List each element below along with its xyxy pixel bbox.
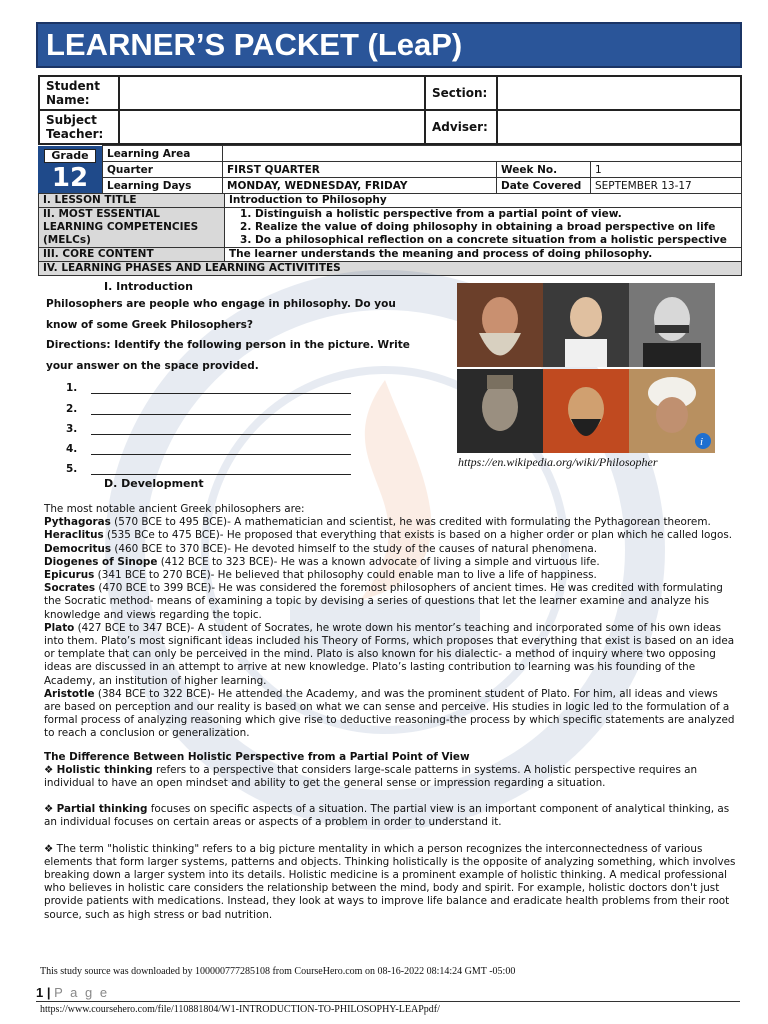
philosopher-portrait	[629, 283, 715, 367]
answer-line[interactable]: 5.	[66, 455, 351, 475]
week-label: Week No.	[497, 162, 591, 178]
svg-text:i: i	[700, 436, 704, 448]
lesson-plan-table	[38, 193, 742, 276]
quarter-value: FIRST QUARTER	[223, 162, 497, 178]
lesson-meta-table	[102, 145, 742, 194]
intro-question: Philosophers are people who engage in philosophy. Do you know of some Greek Philosophers?	[46, 298, 396, 331]
grade-badge	[38, 146, 102, 193]
date-covered-value: SEPTEMBER 13-17	[591, 178, 742, 194]
date-covered-label: Date Covered	[497, 178, 591, 194]
introduction-heading: I. Introduction	[104, 280, 193, 293]
melc-list-cell	[225, 208, 742, 248]
melc-item: 2. Realize the value of doing philosophy in obtaining a broad perspective on life	[255, 221, 737, 234]
adviser-label: Adviser:	[425, 110, 497, 144]
quarter-label: Quarter	[103, 162, 223, 178]
development-text	[44, 503, 736, 922]
week-value: 1	[591, 162, 742, 178]
answer-line[interactable]: 2.	[66, 394, 351, 414]
answer-line[interactable]: 3.	[66, 415, 351, 435]
philosopher-portrait	[543, 369, 629, 453]
adviser-field[interactable]	[497, 110, 741, 144]
student-name-label: Student Name:	[39, 76, 119, 110]
philosopher-entry: Aristotle (384 BCE to 322 BCE)- He attended the Academy, and was the prominent student of Plato. For him, all ideas and views are based on perception and our reality is based on what we can sense and perceive. His studies in logic led to the formulation of a formal process of analyzing reasoning which give rise to deductive reasoning-the process by which specific statements are analyzed to reach a conclusion or generalization.	[44, 687, 735, 740]
philosopher-entry: Socrates (470 BCE to 399 BCE)- He was considered the foremost philosophers of ancient times. He was credited with formulating the Socratic method- means of examining a topic by devising a series of questions that let the learner examine and analyze his knowledge and views regarding the topic.	[44, 582, 723, 621]
learning-area-label: Learning Area	[103, 146, 223, 162]
philosopher-portrait	[543, 283, 629, 367]
philosopher-portrait	[457, 369, 543, 453]
holistic-term-paragraph: ❖ The term "holistic thinking" refers to a big picture mentality in which a person recognizes the interconnectedness of various elements that form larger systems, patterns and objects. Thinking holistically is the opposite of analyzing something, which involves breaking down a larger system into its details. Holistic medicine is a prominent example of holistic thinking. A medical professional who believes in holistic care considers the relationship between the mind, body and spirit. For example, holistic doctors don't just provide patients with medications. Instead, they look at ways to improve life balance and eradicate health problems from their root source, such as high stress or bad nutrition.	[44, 842, 736, 921]
download-source-note: This study source was downloaded by 100000777285108 from CourseHero.com on 08-16-2022 08:14:24 GMT -05:00	[40, 966, 516, 977]
holistic-paragraph: ❖ Holistic thinking refers to a perspective that considers large-scale patterns in systems. A holistic perspective requires an individual to have an open mindset and ability to get the general sense or impression regarding a situation.	[44, 763, 698, 790]
grade-number: 12	[51, 163, 89, 193]
philosopher-entry: Heraclitus (535 BCe to 475 BCE)- He proposed that everything that exists is based on a higher order or plan which he called logos.	[44, 529, 733, 542]
development-heading: D. Development	[104, 477, 204, 490]
lesson-title-label: I. LESSON TITLE	[39, 194, 225, 208]
intro-directions: Directions: Identify the following person in the picture. Write your answer on the space provided.	[46, 339, 410, 372]
melc-item: 1. Distinguish a holistic perspective from a partial point of view.	[255, 208, 737, 221]
philosopher-portrait	[457, 283, 543, 367]
core-content-label: III. CORE CONTENT	[39, 248, 225, 262]
image-source-caption: https://en.wikipedia.org/wiki/Philosopher	[458, 455, 658, 469]
lesson-title-value: Introduction to Philosophy	[225, 194, 742, 208]
student-name-field[interactable]	[119, 76, 425, 110]
answer-lines	[66, 374, 351, 475]
subject-teacher-field[interactable]	[119, 110, 425, 144]
subject-teacher-label: Subject Teacher:	[39, 110, 119, 144]
learning-days-value: MONDAY, WEDNESDAY, FRIDAY	[223, 178, 497, 194]
student-info-table	[38, 75, 742, 145]
philosophers-collage	[457, 283, 715, 453]
philosopher-entry: Epicurus (341 BCE to 270 BCE)- He believed that philosophy could enable man to live a life of happiness.	[44, 569, 597, 582]
learning-phases-label: IV. LEARNING PHASES AND LEARNING ACTIVITITES	[39, 262, 742, 276]
melc-list	[229, 208, 737, 247]
learning-days-label: Learning Days	[103, 178, 223, 194]
answer-line[interactable]: 1.	[66, 374, 351, 394]
packet-title: LEARNER’S PACKET (LeaP)	[36, 22, 742, 68]
grade-label: Grade	[44, 149, 96, 163]
learning-area-value	[223, 146, 742, 162]
philosophers-intro: The most notable ancient Greek philosophers are:	[44, 503, 305, 515]
introduction-text	[46, 294, 426, 376]
footer-divider	[36, 1001, 740, 1002]
difference-heading: The Difference Between Holistic Perspective from a Partial Point of View	[44, 750, 470, 763]
melc-label: II. MOST ESSENTIAL LEARNING COMPETENCIES (MELCs)	[39, 208, 225, 248]
section-label: Section:	[425, 76, 497, 110]
core-content-value: The learner understands the meaning and process of doing philosophy.	[225, 248, 742, 262]
melc-item: 3. Do a philosophical reflection on a concrete situation from a holistic perspective	[255, 234, 737, 247]
partial-paragraph: ❖ Partial thinking focuses on specific aspects of a situation. The partial view is an important component of analytical thinking, as an individual focuses on certain areas or aspects of a problem in order to understand it.	[44, 803, 730, 829]
answer-line[interactable]: 4.	[66, 435, 351, 455]
philosopher-entry: Diogenes of Sinope (412 BCE to 323 BCE)- He was a known advocate of living a simple and virtuous life.	[44, 555, 600, 568]
section-field[interactable]	[497, 76, 741, 110]
philosopher-entry: Democritus (460 BCE to 370 BCE)- He devoted himself to the study of the causes of natural phenomena.	[44, 542, 598, 555]
philosopher-entry: Plato (427 BCE to 347 BCE)- A student of Socrates, he wrote down his mentor’s teaching and incorporated some of his own ideas into them. Plato’s most significant ideas included his Theory of Forms, which proposes that everything that exist is based on an idea or template that can only be perceived in the mind. Plato is also known for his dialectic- a method of inquiry where two opposing ideas are discussed in an attempt to arrive at new knowledge. Plato’s lasting contribution to learning was his founding of the Academy, an institution of higher learning.	[44, 621, 735, 687]
page-number: 1 | P a g e	[36, 985, 110, 1000]
source-url[interactable]: https://www.coursehero.com/file/110881804/W1-INTRODUCTION-TO-PHILOSOPHY-LEAPpdf/	[40, 1004, 440, 1015]
philosopher-portrait	[629, 369, 715, 453]
philosopher-entry: Pythagoras (570 BCE to 495 BCE)- A mathematician and scientist, he was credited with formulating the Pythagorean theorem.	[44, 516, 711, 529]
